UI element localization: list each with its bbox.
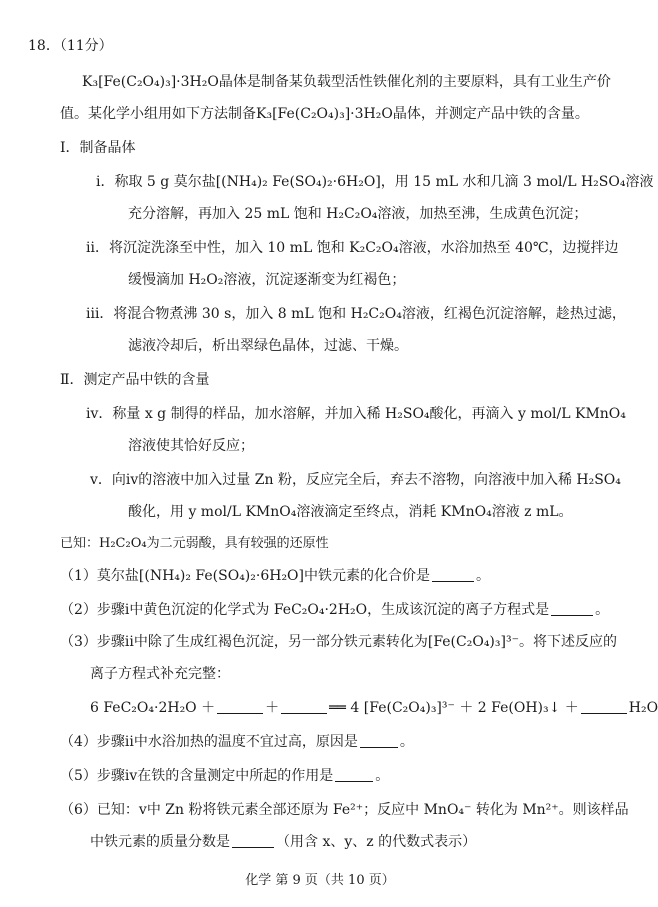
question-4-text: （4）步骤ⅱ中水浴加热的温度不宜过高，原因是 [60, 734, 358, 750]
equation-blank-1[interactable] [217, 699, 263, 714]
intro-line-2: 值。某化学小组用如下方法制备K₃[Fe(C₂O₄)₃]·3H₂O晶体，并测定产品中铁的含量。 [60, 106, 589, 122]
question-header [28, 36, 113, 56]
question-2-text: （2）步骤ⅰ中黄色沉淀的化学式为 FeC₂O₄·2H₂O，生成该沉淀的离子方程式是 [60, 602, 550, 618]
step-ii-line-1: ⅱ．将沉淀洗涤至中性，加入 10 mL 饱和 K₂C₂O₄溶液，水浴加热至 40℃，边搅拌边 [86, 240, 619, 256]
question-5-text: （5）步骤ⅳ在铁的含量测定中所起的作用是 [60, 768, 334, 784]
question-points: （11分） [59, 38, 113, 54]
answer-blank-6[interactable] [232, 833, 274, 848]
equation-blank-2[interactable] [281, 699, 327, 714]
question-5: （5）步骤ⅳ在铁的含量测定中所起的作用是 。 [60, 768, 390, 784]
question-4: （4）步骤ⅱ中水浴加热的温度不宜过高，原因是 。 [60, 734, 414, 750]
intro-line-1: K₃[Fe(C₂O₄)₃]·3H₂O晶体是制备某负载型活性铁催化剂的主要原料，具有工业生产价 [82, 74, 611, 90]
question-3-line-2: 离子方程式补充完整： [90, 666, 230, 682]
step-i-line-1: ⅰ．称取 5 g 莫尔盐[(NH₄)₂ Fe(SO₄)₂·6H₂O]，用 15 mL 水和几滴 3 mol/L H₂SO₄溶液 [96, 174, 654, 190]
question-6-line-1: （6）已知：ⅴ中 Zn 粉将铁元素全部还原为 Fe²⁺；反应中 MnO₄⁻ 转化为 Mn²⁺。则该样品 [60, 802, 629, 818]
equation-reactant-1: 6 FeC₂O₄·2H₂O ＋ [90, 700, 216, 716]
step-iii-line-2: 滤液冷却后，析出翠绿色晶体，过滤、干燥。 [128, 338, 408, 354]
step-v-line-1: ⅴ．向ⅳ的溶液中加入过量 Zn 粉，反应完全后，弃去不溶物，向溶液中加入稀 H₂SO₄ [90, 472, 621, 488]
answer-blank-2[interactable] [551, 601, 593, 616]
page-footer: 化学 第 9 页（共 10 页） [245, 873, 395, 888]
question-6-line-2: 中铁元素的质量分数是 （用含 x、y、z 的代数式表示） [90, 834, 477, 850]
step-ii-line-2: 缓慢滴加 H₂O₂溶液，沉淀逐渐变为红褐色； [128, 272, 406, 288]
step-iii-line-1: ⅲ．将混合物煮沸 30 s，加入 8 mL 饱和 H₂C₂O₄溶液，红褐色沉淀溶解，趁热过滤， [86, 306, 626, 322]
step-v-line-2: 酸化，用 y mol/L KMnO₄溶液滴定至终点，消耗 KMnO₄溶液 z mL。 [128, 504, 573, 520]
question-1: （1）莫尔盐[(NH₄)₂ Fe(SO₄)₂·6H₂O]中铁元素的化合价是 。 [60, 568, 490, 584]
step-i-line-2: 充分溶解，再加入 25 mL 饱和 H₂C₂O₄溶液，加热至沸，生成黄色沉淀； [128, 206, 588, 222]
known-note: 已知：H₂C₂O₄为二元弱酸，具有较强的还原性 [60, 536, 329, 551]
ionic-equation: 6 FeC₂O₄·2H₂O ＋ ＋ ══ 4 [Fe(C₂O₄)₃]³⁻ ＋ 2 Fe(OH)₃↓ ＋ H₂O [90, 700, 658, 716]
step-iv-line-1: ⅳ．称量 x g 制得的样品，加水溶解，并加入稀 H₂SO₄酸化，再滴入 y mol/L KMnO₄ [86, 406, 626, 422]
answer-blank-5[interactable] [335, 767, 373, 782]
answer-blank-1[interactable] [432, 567, 474, 582]
question-1-text: （1）莫尔盐[(NH₄)₂ Fe(SO₄)₂·6H₂O]中铁元素的化合价是 [60, 568, 430, 584]
equation-blank-3[interactable] [581, 699, 627, 714]
equation-water: H₂O [628, 700, 658, 716]
step-iv-line-2: 溶液使其恰好反应； [128, 438, 254, 454]
question-number: 18． [28, 38, 60, 54]
question-3-line-1: （3）步骤ⅱ中除了生成红褐色沉淀，另一部分铁元素转化为[Fe(C₂O₄)₃]³⁻。将下述反应的 [60, 634, 617, 650]
question-2: （2）步骤ⅰ中黄色沉淀的化学式为 FeC₂O₄·2H₂O，生成该沉淀的离子方程式是 。 [60, 602, 610, 618]
answer-blank-4[interactable] [360, 733, 398, 748]
question-6-text: 中铁元素的质量分数是 [90, 834, 230, 850]
part-ii-heading: Ⅱ．测定产品中铁的含量 [60, 372, 210, 388]
equation-products: ══ 4 [Fe(C₂O₄)₃]³⁻ ＋ 2 Fe(OH)₃↓ ＋ [329, 700, 579, 716]
part-i-heading: Ⅰ．制备晶体 [60, 140, 136, 156]
